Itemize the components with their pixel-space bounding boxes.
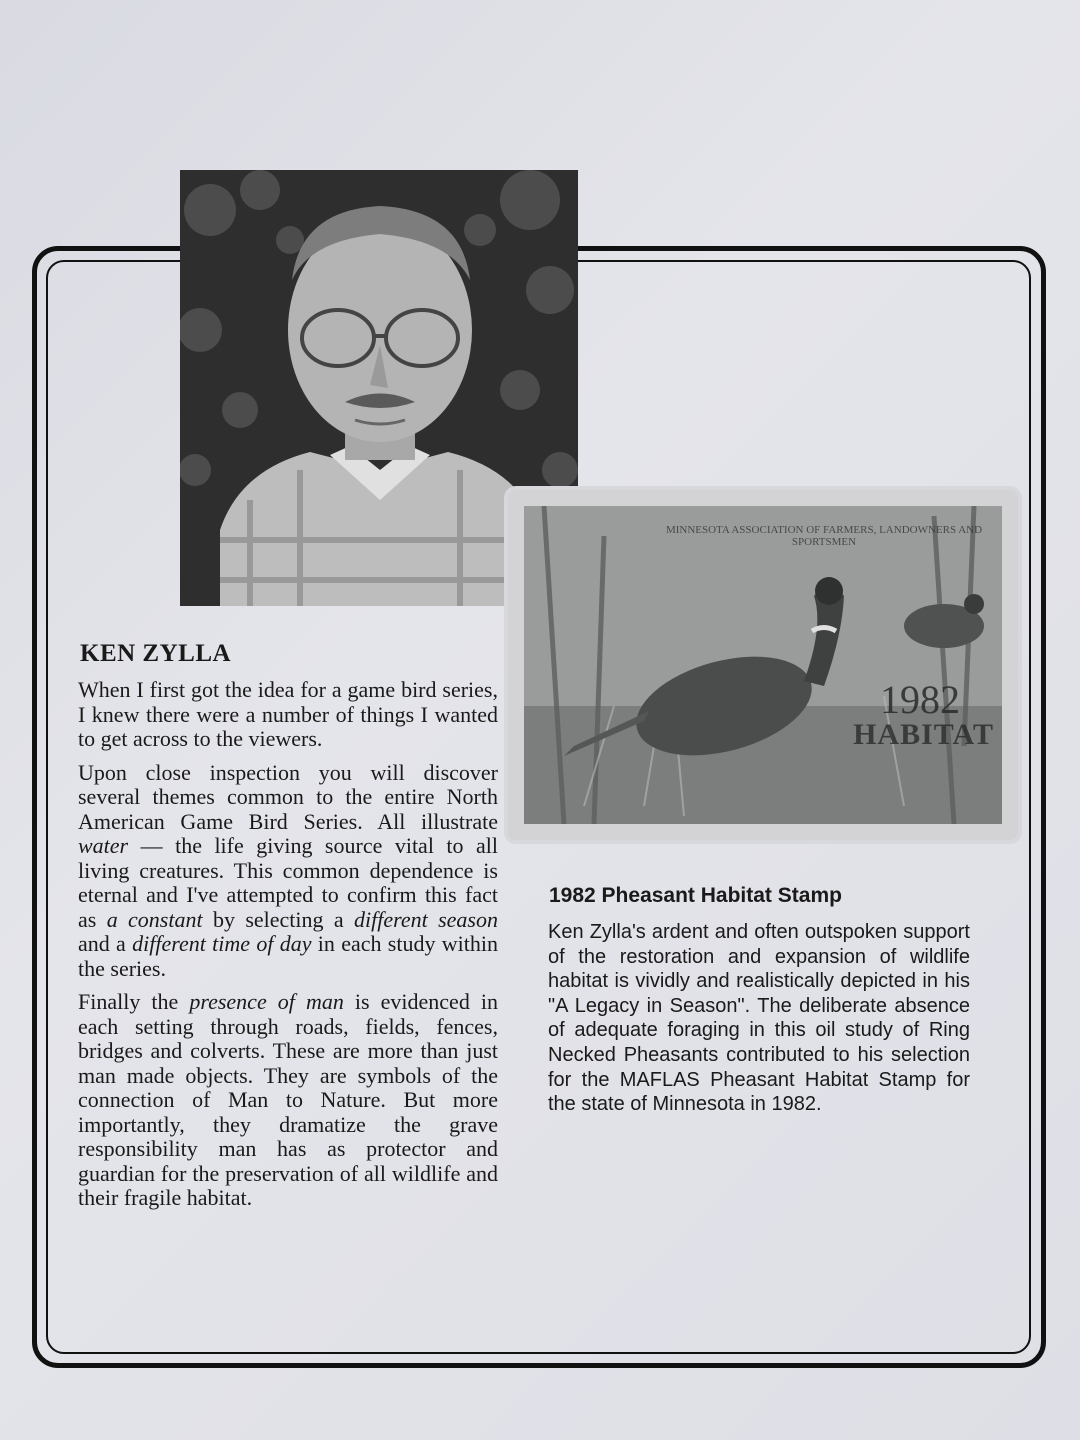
stamp-caption-text: Ken Zylla's ardent and often outspoken support of the restoration and expansion of wildlife habitat is vividly and realistically depicted in his "A Legacy in Season". The deliberate absence of adequate foraging in this oil study of Ring Necked Pheasants contributed to his selection for the MAFLAS Pheasant Habitat Stamp for the state of Minnesota in 1982.: [548, 921, 970, 1116]
paragraph-3-text-a: Finally the: [78, 989, 190, 1014]
artist-name-heading: KEN ZYLLA: [80, 640, 232, 667]
statement-paragraph-2: [78, 761, 498, 982]
emphasis-presence-of-man: presence of man: [189, 989, 344, 1014]
emphasis-different-season: different season: [354, 906, 498, 932]
stamp-habitat-word: HABITAT: [853, 718, 994, 751]
emphasis-a-constant: a constant: [106, 906, 203, 932]
stamp-banner-text: MINNESOTA ASSOCIATION OF FARMERS, LANDOWNERS AND SPORTSMEN: [665, 524, 983, 548]
stamp-caption: [548, 920, 970, 1117]
paragraph-2-text-a: Upon close inspection you will discover several themes common to the entire North American Game Bird Series. All illustrate: [78, 759, 498, 834]
habitat-stamp-image: [508, 490, 1018, 840]
stamp-artwork: [524, 506, 1002, 824]
emphasis-different-time-of-day: different time of day: [132, 931, 312, 956]
statement-paragraph-3: [78, 990, 498, 1211]
statement-paragraph-1: [78, 678, 498, 752]
paragraph-2-text-g: and a: [78, 931, 133, 956]
artist-statement: [78, 678, 498, 1220]
stamp-caption-title: 1982 Pheasant Habitat Stamp: [549, 884, 842, 907]
paragraph-2-text-i: in each study within the series.: [78, 931, 498, 981]
paragraph-3-text-c: is evidenced in each setting through roads, fields, fences, bridges and colverts. These are more than just man made objects. They are symbols of the connection of Man to Nature. But more importantly, they dramatize the grave responsibility man has as protector and guardian for the preservation of all wildlife and their fragile habitat.: [78, 989, 498, 1210]
emphasis-water: water: [78, 833, 129, 858]
stamp-year: 1982: [880, 677, 960, 722]
paragraph-2-text-e: by selecting a: [202, 906, 355, 932]
paragraph-2-text-c: — the life giving source vital to all living creatures. This common dependence is eternal and I've attempted to confirm this fact as: [78, 833, 498, 932]
paragraph-1-text: When I first got the idea for a game bird series, I knew there were a number of things I wanted to get across to the viewers.: [78, 677, 498, 751]
